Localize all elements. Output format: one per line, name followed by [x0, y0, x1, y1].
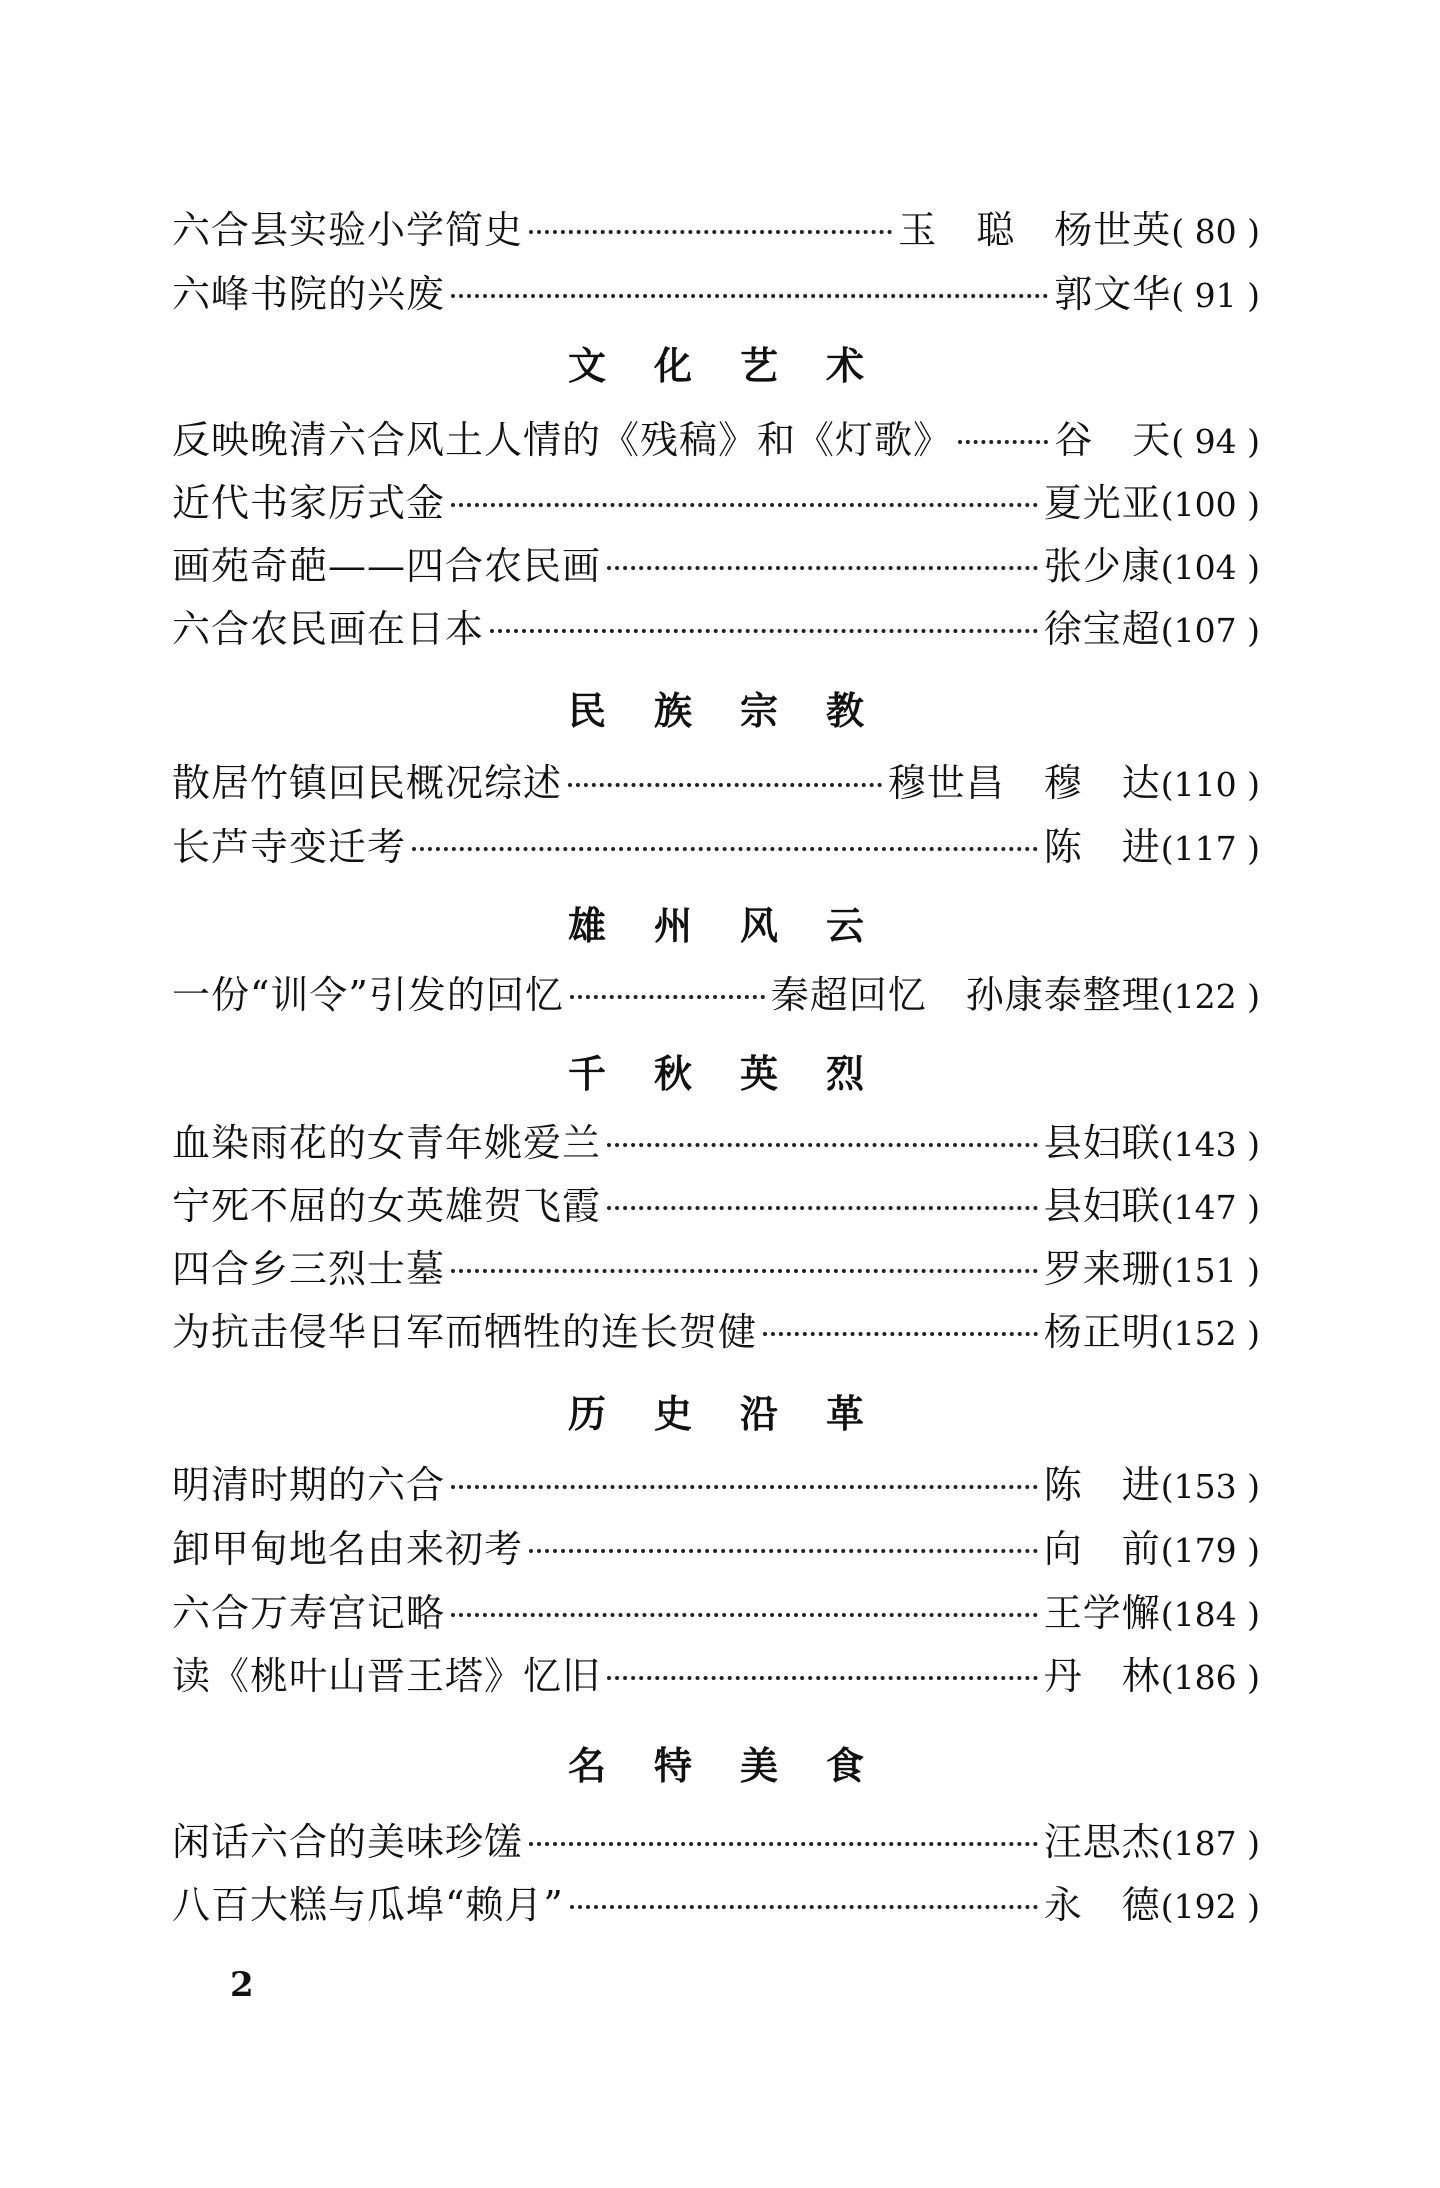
dot-leader: [451, 1269, 1038, 1273]
dot-leader: [607, 566, 1038, 570]
entry-page: (104 ): [1160, 548, 1260, 587]
toc-entry[interactable]: [172, 264, 1260, 324]
entry-page: ( 91 ): [1171, 276, 1260, 315]
entry-author: 张少康: [1043, 544, 1161, 588]
entry-page: (147 ): [1160, 1188, 1260, 1227]
toc-entry[interactable]: [172, 1646, 1260, 1706]
entry-page: (187 ): [1160, 1824, 1260, 1863]
entry-title: 六合万寿宫记略: [172, 1591, 446, 1635]
toc-entry[interactable]: [172, 1455, 1260, 1515]
entry-title: 为抗击侵华日军而牺牲的连长贺健: [172, 1310, 758, 1354]
entry-author: 永 德: [1043, 1883, 1161, 1927]
entry-author: 秦超回忆 孙康泰整理: [770, 973, 1161, 1017]
toc-entry[interactable]: [172, 1239, 1260, 1299]
entry-title: 长芦寺变迁考: [172, 825, 407, 869]
entry-title: 读《桃叶山晋王塔》忆旧: [172, 1654, 602, 1698]
section-heading: 历史沿革: [567, 1391, 912, 1436]
entry-author: 汪思杰: [1043, 1820, 1161, 1864]
dot-leader: [568, 783, 882, 787]
toc-entry[interactable]: [172, 1176, 1260, 1236]
entry-page: (143 ): [1160, 1125, 1260, 1164]
section-heading: 名特美食: [567, 1743, 912, 1788]
entry-author: 县妇联: [1043, 1121, 1161, 1165]
entry-title: 八百大糕与瓜埠“赖月”: [172, 1883, 564, 1927]
entry-author: 穆世昌 穆 达: [887, 761, 1161, 805]
toc-entry[interactable]: [172, 1519, 1260, 1579]
section-heading: 文化艺术: [567, 343, 912, 388]
entry-title: 反映晚清六合风土人情的《残稿》和《灯歌》: [172, 418, 953, 462]
entry-page: ( 94 ): [1171, 422, 1260, 461]
entry-title: 六峰书院的兴废: [172, 272, 446, 316]
dot-leader: [570, 1905, 1038, 1909]
entry-page: (152 ): [1160, 1314, 1260, 1353]
entry-author: 杨正明: [1043, 1310, 1161, 1354]
entry-page: (186 ): [1160, 1658, 1260, 1697]
dot-leader: [451, 503, 1038, 507]
entry-title: 六合县实验小学简史: [172, 208, 524, 252]
dot-leader: [451, 294, 1048, 298]
entry-author: 夏光亚: [1043, 481, 1161, 525]
entry-author: 玉 聪 杨世英: [898, 208, 1172, 252]
entry-page: (192 ): [1160, 1887, 1260, 1926]
dot-leader: [529, 1549, 1038, 1553]
entry-author: 罗来珊: [1043, 1247, 1161, 1291]
entry-page: (107 ): [1160, 611, 1260, 650]
entry-author: 郭文华: [1054, 272, 1172, 316]
entry-author: 徐宝超: [1043, 607, 1161, 651]
toc-entry[interactable]: [172, 599, 1260, 659]
toc-entry[interactable]: [172, 817, 1260, 877]
entry-author: 王学懈: [1043, 1591, 1161, 1635]
dot-leader: [607, 1143, 1038, 1147]
toc-entry[interactable]: [172, 965, 1260, 1025]
section-heading: 千秋英烈: [567, 1051, 912, 1096]
entry-author: 向 前: [1043, 1527, 1161, 1571]
entry-page: (151 ): [1160, 1251, 1260, 1290]
entry-page: ( 80 ): [1171, 212, 1260, 251]
page-number: 2: [230, 1965, 254, 2005]
entry-page: (153 ): [1160, 1467, 1260, 1506]
dot-leader: [607, 1676, 1038, 1680]
dot-leader: [451, 1613, 1038, 1617]
entry-title: 卸甲甸地名由来初考: [172, 1527, 524, 1571]
toc-entry[interactable]: [172, 200, 1260, 260]
section-heading: 民族宗教: [567, 688, 912, 733]
entry-page: (122 ): [1160, 977, 1260, 1016]
entry-page: (184 ): [1160, 1595, 1260, 1634]
toc-entry[interactable]: [172, 1583, 1260, 1643]
dot-leader: [451, 1485, 1038, 1489]
toc-entry[interactable]: [172, 753, 1260, 813]
toc-entry[interactable]: [172, 1812, 1260, 1872]
dot-leader: [958, 440, 1048, 444]
toc-entry[interactable]: [172, 1302, 1260, 1362]
entry-page: (117 ): [1160, 829, 1260, 868]
entry-title: 散居竹镇回民概况综述: [172, 761, 563, 805]
entry-author: 县妇联: [1043, 1184, 1161, 1228]
entry-page: (100 ): [1160, 485, 1260, 524]
entry-title: 近代书家厉式金: [172, 481, 446, 525]
entry-title: 四合乡三烈士墓: [172, 1247, 446, 1291]
entry-author: 陈 进: [1043, 825, 1161, 869]
entry-title: 闲话六合的美味珍馐: [172, 1820, 524, 1864]
entry-title: 画苑奇葩——四合农民画: [172, 544, 602, 588]
entry-page: (179 ): [1160, 1531, 1260, 1570]
entry-title: 明清时期的六合: [172, 1463, 446, 1507]
toc-entry[interactable]: [172, 473, 1260, 533]
entry-author: 陈 进: [1043, 1463, 1161, 1507]
dot-leader: [529, 1842, 1038, 1846]
entry-author: 谷 天: [1054, 418, 1172, 462]
dot-leader: [412, 847, 1038, 851]
dot-leader: [529, 230, 892, 234]
toc-entry[interactable]: [172, 410, 1260, 470]
dot-leader: [570, 995, 765, 999]
toc-entry[interactable]: [172, 1113, 1260, 1173]
section-heading: 雄州风云: [567, 903, 912, 948]
toc-entry[interactable]: [172, 536, 1260, 596]
entry-author: 丹 林: [1043, 1654, 1161, 1698]
entry-page: (110 ): [1160, 765, 1260, 804]
dot-leader: [607, 1206, 1038, 1210]
dot-leader: [763, 1332, 1038, 1336]
entry-title: 血染雨花的女青年姚爱兰: [172, 1121, 602, 1165]
entry-title: 六合农民画在日本: [172, 607, 485, 651]
entry-title: 一份“训令”引发的回忆: [172, 973, 564, 1017]
dot-leader: [490, 629, 1038, 633]
entry-title: 宁死不屈的女英雄贺飞霞: [172, 1184, 602, 1228]
toc-entry[interactable]: [172, 1875, 1260, 1935]
